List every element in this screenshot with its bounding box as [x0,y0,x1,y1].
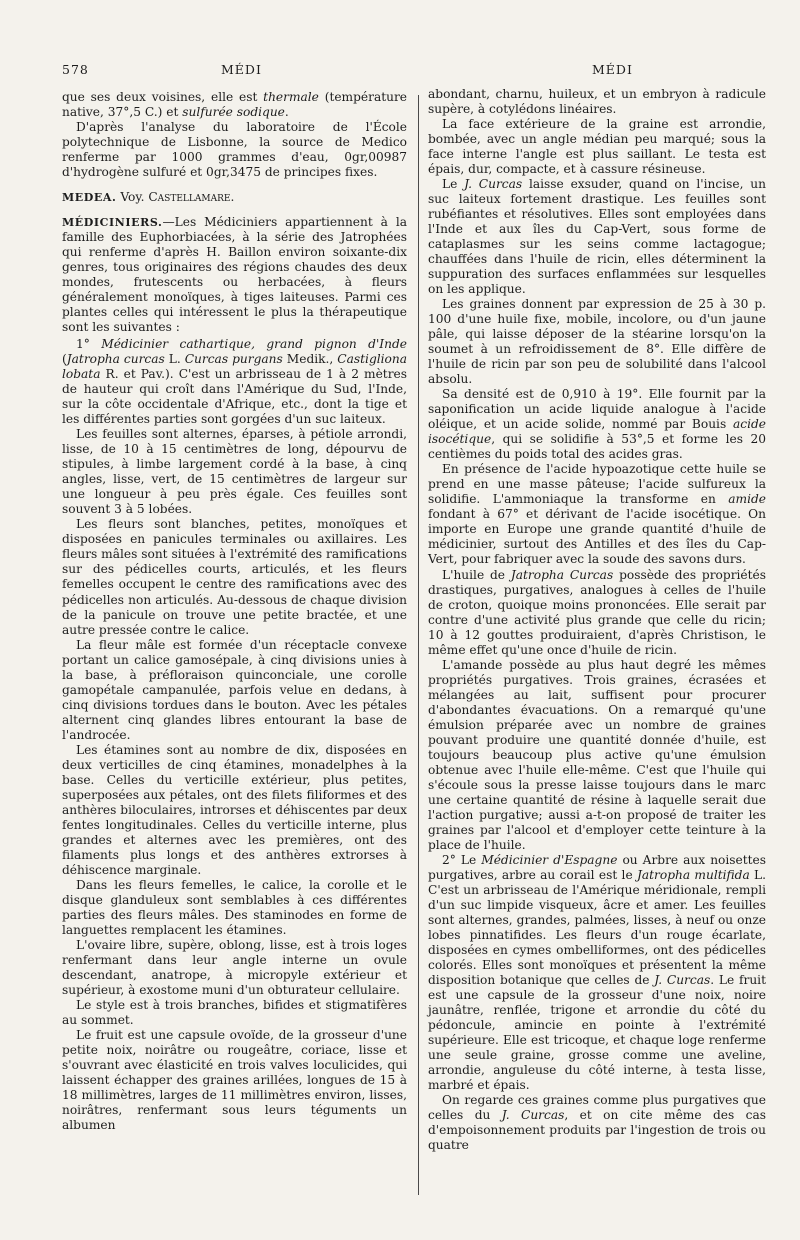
running-head-left: MÉDI [221,62,262,77]
entry-medea: MEDEA. Voy. Castellamare. [62,190,235,205]
entry-keyword: MÉDICINIERS. [62,216,163,230]
paragraph: L'amande possède au plus haut degré les mêmes propriétés purgatives. Trois graines, écrasées et mélangées au lait, suffisent pour procurer d'abondantes évacuations. On a remarqué qu'une émulsion préparée avec un nombre de graines pouvant produire une quantité donnée d'huile, est toujours beaucoup plus active qu'une émulsion obtenue avec l'huile elle-même. C'est que l'huile qui s'écoule sous la presse laisse toujours dans le marc une certaine quantité de résine à laquelle serait due l'action purgative; aussi a-t-on proposé de traiter les graines par l'alcool et d'employer cette teinture à la place de l'huile. [428,657,766,852]
left-column [62,90,407,1133]
running-head-right: MÉDI [592,62,633,77]
paragraph: Le style est à trois branches, bifides et stigmatifères au sommet. [62,997,407,1027]
cross-reference: Castellamare [148,190,231,205]
paragraph: Sa densité est de 0,910 à 19°. Elle fournit par la saponification un acide liquide analogue à l'acide oléique, et un acide solide, nommé par Bouis acide isocétique, qui se solidifie à 53°,5 et forme les 20 centièmes du poids total des acides gras. [428,387,766,462]
paragraph: Les fleurs sont blanches, petites, monoïques et disposées en panicules terminales ou axillaires. Les fleurs mâles sont situées à l'extrémité des ramifications sur des pédicelles courts, articulés, et les fleurs femelles occupent le centre des ramifications avec des pédicelles non articulés. Au-dessous de chaque division de la panicule on trouve une petite bractée, et une autre pressée contre le calice. [62,517,407,637]
paragraph: La face extérieure de la graine est arrondie, bombée, avec un angle médian peu marqué; sous la face interne l'angle est plus saillant. Le testa est épais, dur, compacte, et à cassure résineuse. [428,117,766,177]
page-number: 578 [62,62,89,77]
paragraph: L'ovaire libre, supère, oblong, lisse, est à trois loges renfermant dans leur angle interne un ovule descendant, anatrope, à micropyle extérieur et supérieur, à exostome muni d'un obturateur cellulaire. [62,937,407,997]
paragraph: que ses deux voisines, elle est thermale (température native, 37°,5 C.) et sulfurée sodique. [62,90,408,120]
right-column [428,87,766,1153]
paragraph: Le fruit est une capsule ovoïde, de la grosseur d'une petite noix, noirâtre ou rougeâtre, coriace, lisse et s'ouvrant avec élasticité en trois valves loculicides, qui laissent échapper des graines arillées, longues de 15 à 18 millimètres, larges de 11 millimètres environ, lisses, noirâtres, renfermant sous leurs téguments un albumen [62,1027,407,1133]
paragraph: Le J. Curcas laisse exsuder, quand on l'incise, un suc laiteux fortement drastique. Les feuilles sont rubéfiantes et résolutives. Elles sont employées dans l'Inde et aux îles du Cap-Vert, sous forme de cataplasmes sur les seins comme lactagogue; chauffées dans l'huile de ricin, elles déterminent la suppuration des surfaces enflammées sur lesquelles on les applique. [428,177,766,297]
paragraph: Les étamines sont au nombre de dix, disposées en deux verticilles de cinq étamines, monadelphes à la base. Celles du verticille extérieur, plus petites, superposées aux pétales, ont des filets filiformes et des anthères biloculaires, introrses et déhiscentes par deux fentes longitudinales. Celles du verticille interne, plus grandes et alternes avec les premières, ont des filaments plus longs et des anthères extrorses à déhiscence marginale. [62,742,407,877]
paragraph: En présence de l'acide hypoazotique cette huile se prend en une masse pâteuse; l'acide sulfureux la solidifie. L'ammoniaque la transforme en amide fondant à 67° et dérivant de l'acide isocétique. On importe en Europe une grande quantité d'huile de médicinier, surtout des Antilles et des îles du Cap-Vert, pour fabriquer avec la soude des savons durs. [428,462,766,567]
paragraph: abondant, charnu, huileux, et un embryon à radicule supère, à cotylédons linéaires. [428,87,766,117]
page-header [0,62,800,82]
paragraph: 1° Médicinier cathartique, grand pignon d'Inde (Jatropha curcas L. Curcas purgans Medik., Castigliona lobata R. et Pav.). C'est un arbrisseau de 1 à 2 mètres de hauteur qui croît dans l'Amérique du Sud, l'Inde, sur la côte occidentale d'Afrique, etc., dont la tige et les différentes parties sont gorgées d'un suc laiteux. [62,337,407,427]
paragraph: D'après l'analyse du laboratoire de l'École polytechnique de Lisbonne, la source de Medico renferme par 1000 grammes d'eau, 0gr,00987 d'hydrogène sulfuré et 0gr,3475 de principes fixes. [62,120,407,180]
paragraph: Les graines donnent par expression de 25 à 30 p. 100 d'une huile fixe, mobile, incolore, ou d'un jaune pâle, qui laisse déposer de la stéarine lorsqu'on la soumet à un refroidissement de 8°. Elle diffère de l'huile de ricin par son peu de solubilité dans l'alcool absolu. [428,297,766,387]
paragraph: 2° Le Médicinier d'Espagne ou Arbre aux noisettes purgatives, arbre au corail est le Jatropha multifida L. C'est un arbrisseau de l'Amérique méridionale, rempli d'un suc limpide visqueux, âcre et amer. Les feuilles sont alternes, grandes, palmées, lisses, à neuf ou onze lobes pinnatifides. Les fleurs d'un rouge écarlate, disposées en cymes ombelliformes, ont des pédicelles colorés. Elles sont monoïques et présentent la même disposition botanique que celles de J. Curcas. Le fruit est une capsule de la grosseur d'une noix, noire jaunâtre, renflée, trigone et arrondie du côté du pédoncule, amincie en pointe à l'extrémité supérieure. Elle est tricoque, et chaque loge renferme une seule graine, grosse comme une aveline, arrondie, anguleuse du côté interne, à testa lisse, marbré et épais. [428,852,767,1093]
paragraph: On regarde ces graines comme plus purgatives que celles du J. Curcas, et on cite même des cas d'empoisonnement produits par l'ingestion de trois ou quatre [428,1093,766,1153]
entry-keyword: MEDEA. [62,191,117,205]
column-divider [418,95,419,1195]
paragraph: Dans les fleurs femelles, le calice, la corolle et le disque glanduleux sont semblables à ces différentes parties des fleurs mâles. Des staminodes en forme de languettes remplacent les étamines. [62,877,407,937]
entry-mediciniers: MÉDICINIERS.—Les Médiciniers appartiennent à la famille des Euphorbiacées, à la série des Jatrophées qui renferme d'après H. Baillon environ soixante-dix genres, tous originaires des régions chaudes des deux mondes, frutescents ou herbacées, à fleurs généralement monoïques, à tiges laiteuses. Parmi ces plantes celles qui intéressent le plus la thérapeutique sont les suivantes : [62,215,407,335]
paragraph: La fleur mâle est formée d'un réceptacle convexe portant un calice gamosépale, à cinq divisions unies à la base, à préfloraison quinconciale, une corolle gamopétale campanulée, parfois velue en dedans, à cinq divisions tordues dans le bouton. Avec les pétales alternent cinq glandes libres entourant la base de l'androcée. [62,637,407,742]
paragraph: Les feuilles sont alternes, éparses, à pétiole arrondi, lisse, de 10 à 15 centimètres de long, dépourvu de stipules, à limbe largement cordé à la base, à cinq angles, lisse, vert, de 15 centimètres de largeur sur une longueur à peu près égale. Ces feuilles sont souvent 3 à 5 lobées. [62,427,407,517]
paragraph: L'huile de Jatropha Curcas possède des propriétés drastiques, purgatives, analogues à celles de l'huile de croton, quoique moins prononcées. Elle serait par contre d'une activité plus grande que celle du ricin; 10 à 12 gouttes produiraient, d'après Christison, le même effet qu'une once d'huile de ricin. [428,567,766,657]
